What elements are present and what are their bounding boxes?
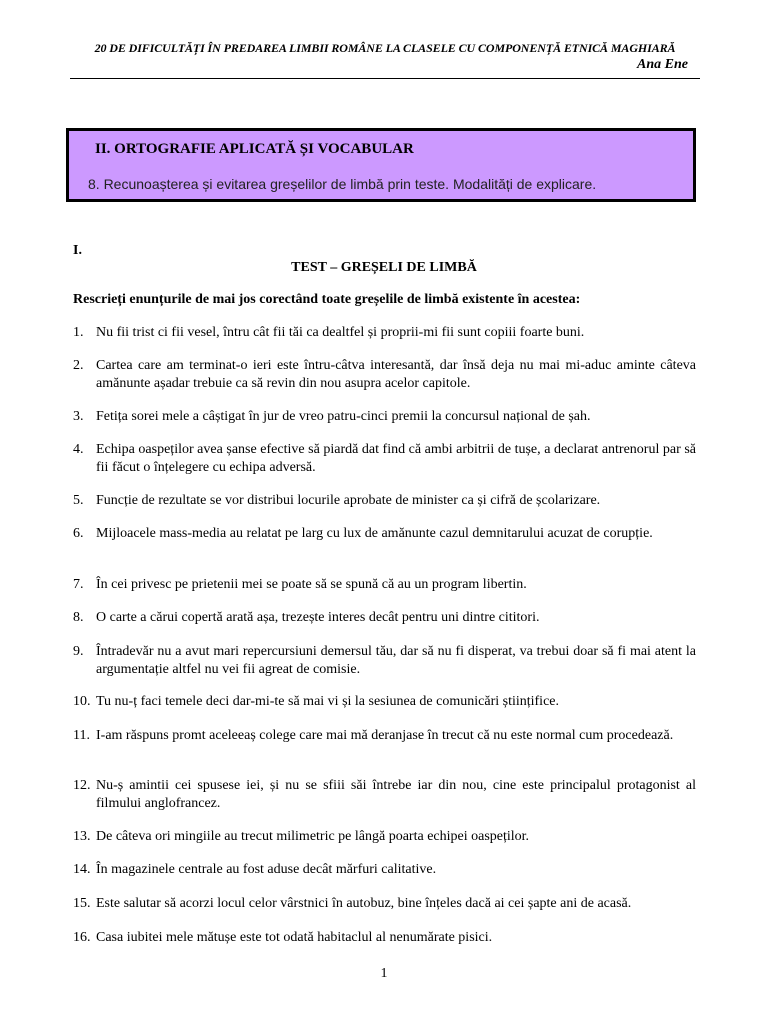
list-item xyxy=(73,408,696,426)
list-item-text: I-am răspuns promt aceleeaș colege care mai mă deranjase în trecut că nu este normal cum procedează. xyxy=(96,728,674,743)
test-title: TEST – GREȘELI DE LIMBĂ xyxy=(291,260,477,275)
list-item-number: 2. xyxy=(73,358,84,373)
list-item xyxy=(73,576,696,594)
running-header-title: 20 DE DIFICULTĂȚI ÎN PREDAREA LIMBII ROMÂNE LA CLASELE CU COMPONENȚĂ ETNICĂ MAGHIARĂ xyxy=(94,41,676,55)
list-item xyxy=(73,861,696,879)
list-item-text: Nu fii trist ci fii vesel, întru cât fii tăi ca dealtfel și proprii-mi fii sunt copiii foarte buni. xyxy=(96,325,585,340)
list-item-text: Casa iubitei mele mătușe este tot odată habitaclul al nenumărate pisici. xyxy=(96,930,493,945)
section-box xyxy=(66,128,696,202)
list-item-number: 13. xyxy=(73,829,91,844)
part-number: I. xyxy=(73,243,82,258)
list-item-text: Mijloacele mass-media au relatat pe larg cu lux de amănunte cazul demnitarului acuzat de corupție. xyxy=(96,526,653,541)
list-item-number: 12. xyxy=(73,778,91,793)
list-item-text: Funcție de rezultate se vor distribui locurile aprobate de minister ca și cifră de școlarizare. xyxy=(96,493,601,508)
list-item xyxy=(73,895,696,913)
list-item-number: 9. xyxy=(73,644,84,659)
list-item xyxy=(73,693,696,711)
list-item-number: 11. xyxy=(73,728,90,743)
list-item xyxy=(73,492,696,510)
list-item xyxy=(73,727,696,745)
list-item-text: Nu-ș amintii cei spusese iei, și nu se sfiii săi întrebe iar din nou, cine este principalul protagonist al filmului anglofrancez. xyxy=(96,778,696,811)
list-item-text: Fetița sorei mele a câștigat în jur de vreo patru-cinci premii la concursul național de șah. xyxy=(96,409,591,424)
list-item-number: 14. xyxy=(73,862,91,877)
list-item-number: 10. xyxy=(73,694,91,709)
list-item-number: 8. xyxy=(73,610,84,625)
section-subheading: 8. Recunoașterea și evitarea greșelilor de limbă prin teste. Modalități de explicare. xyxy=(88,176,597,192)
list-item-text: Tu nu-ț faci temele deci dar-mi-te să mai vi și la sesiunea de comunicări științifice. xyxy=(96,694,559,709)
list-item-number: 5. xyxy=(73,493,84,508)
list-item-text: Este salutar să acorzi locul celor vârstnici în autobuz, bine înțeles dacă ai cei șapte ani de acasă. xyxy=(96,896,632,911)
list-item xyxy=(73,609,696,627)
list-item-number: 1. xyxy=(73,325,84,340)
list-item-text: În cei privesc pe prietenii mei se poate să se spună că au un program libertin. xyxy=(96,577,527,592)
list-item-number: 3. xyxy=(73,409,84,424)
list-item-number: 16. xyxy=(73,930,91,945)
list-item-text: De câteva ori mingiile au trecut milimetric pe lângă poarta echipei oaspeților. xyxy=(96,829,530,844)
list-item-text: În magazinele centrale au fost aduse decât mărfuri calitative. xyxy=(96,862,437,877)
list-item-text: Echipa oaspeților avea șanse efective să piardă dat find că ambi arbitrii de tușe, a declarat antrenorul par să fii făcut o înțelegere cu echipa adversă. xyxy=(96,442,696,475)
running-header-author: Ana Ene xyxy=(637,57,688,72)
test-instruction: Rescrieți enunțurile de mai jos corectând toate greșelile de limbă existente în acestea: xyxy=(73,292,581,307)
list-item xyxy=(73,441,696,477)
list-item-text: O carte a cărui copertă arată așa, trezește interes decât pentru uni dintre cititori. xyxy=(96,610,540,625)
list-item-text: Întradevăr nu a avut mari repercursiuni demersul tău, dar să nu fi disperat, va trebui doar să fi mai atent la argumentație altfel nu vei fii agreat de comisie. xyxy=(96,644,696,677)
list-item xyxy=(73,324,696,342)
header-divider xyxy=(70,78,700,79)
list-item-number: 4. xyxy=(73,442,84,457)
list-item xyxy=(73,357,696,393)
list-item xyxy=(73,643,696,679)
list-item-number: 7. xyxy=(73,577,84,592)
list-item xyxy=(73,929,696,947)
list-item xyxy=(73,525,696,543)
list-item-number: 15. xyxy=(73,896,91,911)
page-number: 1 xyxy=(380,966,388,981)
list-item-text: Cartea care am terminat-o ieri este întru-câtva interesantă, dar însă deja nu mai mi-aduc aminte câteva amănunte așadar trebuie ca să revin din nou asupra acelor capitole. xyxy=(96,358,696,391)
list-item xyxy=(73,777,696,813)
section-heading: II. ORTOGRAFIE APLICATĂ ȘI VOCABULAR xyxy=(95,141,414,157)
list-item-number: 6. xyxy=(73,526,84,541)
list-item xyxy=(73,828,696,846)
